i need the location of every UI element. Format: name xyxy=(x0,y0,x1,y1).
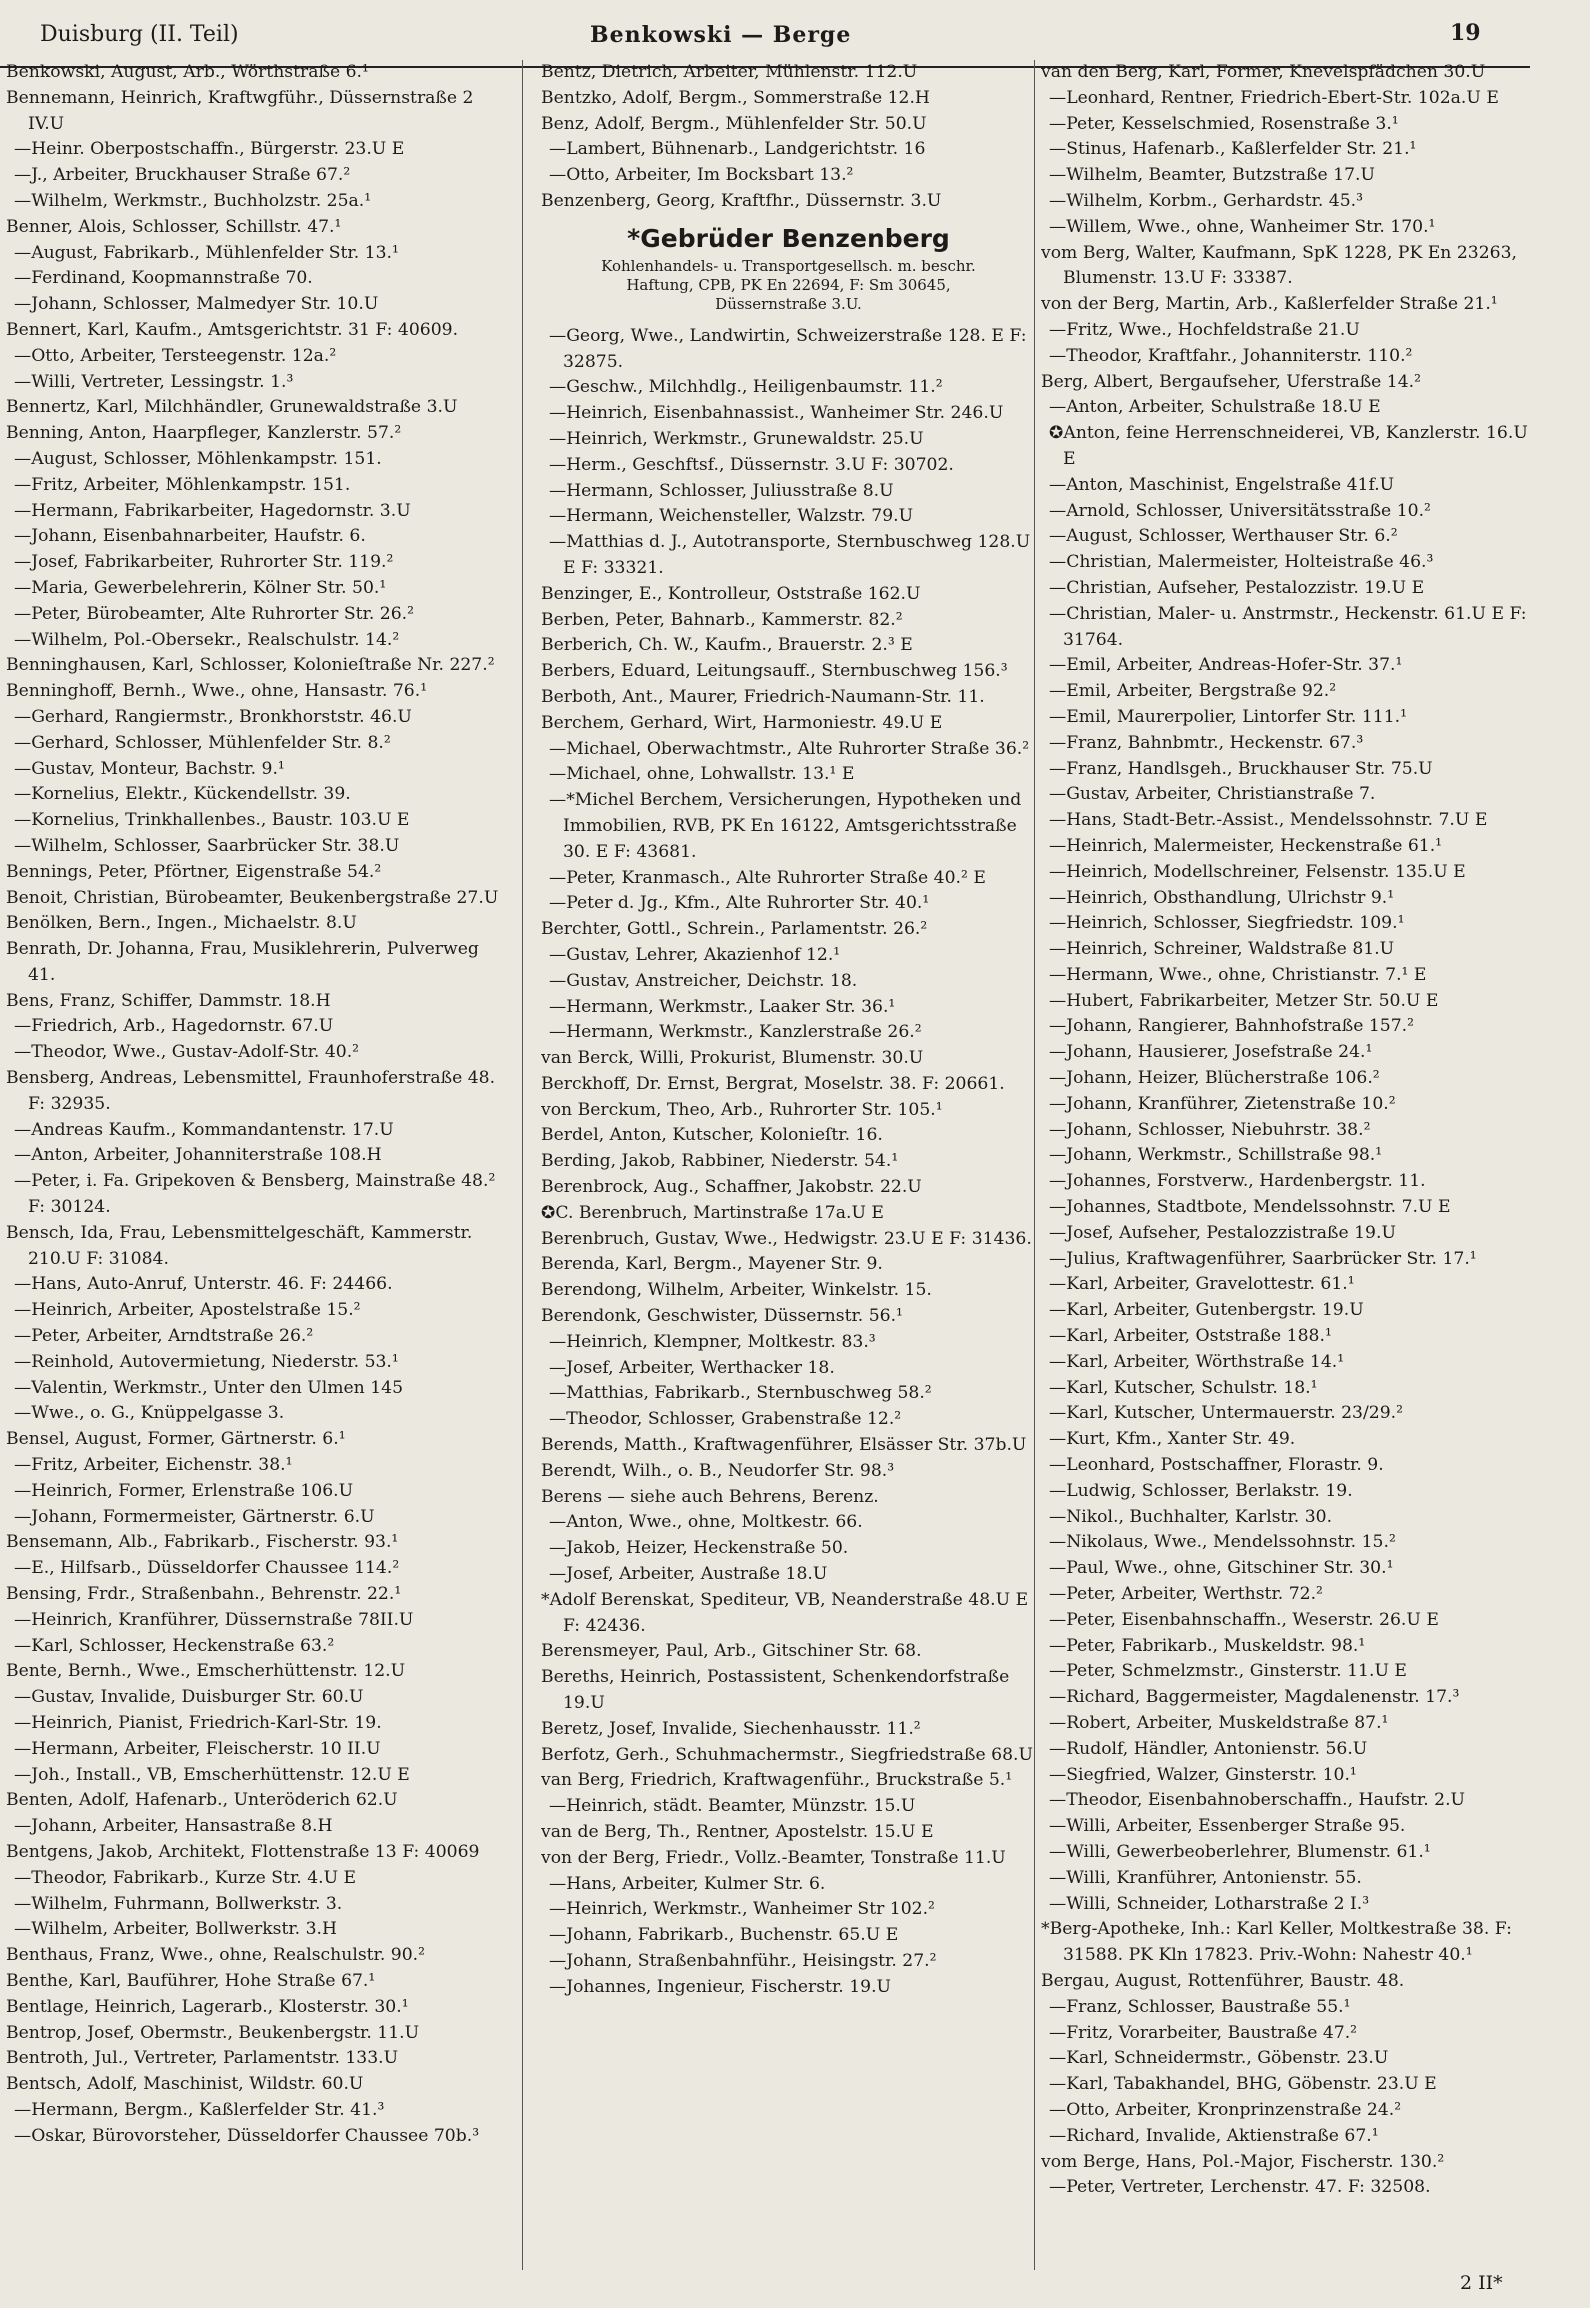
directory-entry: —August, Schlosser, Werthauser Str. 6.² xyxy=(1049,526,1398,547)
directory-entry: —Michael, Oberwachtmstr., Alte Ruhrorter Straße 36.² xyxy=(549,738,1030,759)
directory-entry: —Arnold, Schlosser, Universitätsstraße 10.² xyxy=(1049,500,1431,521)
directory-entry: —Willi, Schneider, Lotharstraße 2 I.³ xyxy=(1049,1893,1370,1914)
directory-entry: —Heinrich, Pianist, Friedrich-Karl-Str. 19. xyxy=(14,1713,382,1733)
directory-entry: —Otto, Arbeiter, Kronprinzenstraße 24.² xyxy=(1049,2099,1402,2120)
directory-entry: —Reinhold, Autovermietung, Niederstr. 53.¹ xyxy=(14,1351,399,1372)
directory-entry: —Heinrich, Klempner, Moltkestr. 83.³ xyxy=(549,1331,876,1352)
directory-entry: —Johann, Hausierer, Josefstraße 24.¹ xyxy=(1049,1042,1373,1063)
directory-entry: —Gerhard, Rangiermstr., Bronkhorststr. 46.U xyxy=(14,706,412,727)
directory-entry: —Peter, Arbeiter, Werthstr. 72.² xyxy=(1049,1584,1323,1605)
directory-entry: —Johannes, Forstverw., Hardenbergstr. 11. xyxy=(1049,1171,1426,1192)
directory-entry: —Wilhelm, Werkmstr., Buchholzstr. 25a.¹ xyxy=(14,190,372,211)
directory-entry: Bensberg, Andreas, Lebensmittel, Fraunhoferstraße 48. F: 32935. xyxy=(6,1068,496,1114)
directory-entry: —Peter, Bürobeamter, Alte Ruhrorter Str. 26.² xyxy=(14,603,415,624)
directory-entry: —Wilhelm, Schlosser, Saarbrücker Str. 38.U xyxy=(14,835,400,856)
directory-entry: ✪C. Berenbruch, Martinstraße 17a.U E xyxy=(541,1202,884,1223)
directory-entry: Benthe, Karl, Bauführer, Hohe Straße 67.¹ xyxy=(6,1970,376,1991)
directory-entry: Berckhoff, Dr. Ernst, Bergrat, Moselstr. 38. F: 20661. xyxy=(541,1073,1005,1094)
directory-entry: —Johannes, Stadtbote, Mendelssohnstr. 7.U E xyxy=(1049,1197,1451,1218)
directory-entry: Berenbrock, Aug., Schaffner, Jakobstr. 22.U xyxy=(541,1177,922,1198)
directory-entry: —Wilhelm, Fuhrmann, Bollwerkstr. 3. xyxy=(14,1893,343,1914)
directory-entry: —Heinrich, Eisenbahnassist., Wanheimer Str. 246.U xyxy=(549,403,1004,424)
directory-entry: —August, Schlosser, Möhlenkampstr. 151. xyxy=(14,448,382,469)
directory-entry: —Emil, Arbeiter, Bergstraße 92.² xyxy=(1049,681,1337,702)
directory-entry: Berenbruch, Gustav, Wwe., Hedwigstr. 23.U E F: 31436. xyxy=(541,1228,1032,1249)
directory-entry: —Christian, Malermeister, Holteistraße 46.³ xyxy=(1049,552,1434,573)
directory-entry: —Johann, Kranführer, Zietenstraße 10.² xyxy=(1049,1093,1396,1114)
directory-entry: Berding, Jakob, Rabbiner, Niederstr. 54.¹ xyxy=(541,1151,899,1172)
directory-entry: —Stinus, Hafenarb., Kaßlerfelder Str. 21.¹ xyxy=(1049,139,1417,160)
directory-entry: —Johann, Heizer, Blücherstraße 106.² xyxy=(1049,1068,1380,1089)
directory-entry: —Paul, Wwe., ohne, Gitschiner Str. 30.¹ xyxy=(1049,1558,1394,1579)
directory-entry: Bentlage, Heinrich, Lagerarb., Klosterstr. 30.¹ xyxy=(6,1996,409,2017)
column-divider xyxy=(1034,60,1035,2270)
directory-entry: —Karl, Schneidermstr., Göbenstr. 23.U xyxy=(1049,2048,1389,2069)
directory-entry: —Julius, Kraftwagenführer, Saarbrücker Str. 17.¹ xyxy=(1049,1248,1477,1269)
directory-entry: Berg, Albert, Bergaufseher, Uferstraße 14.² xyxy=(1041,371,1422,392)
directory-entry: —Heinrich, Modellschreiner, Felsenstr. 135.U E xyxy=(1049,861,1466,882)
directory-entry: —Peter, Arbeiter, Arndtstraße 26.² xyxy=(14,1326,314,1347)
directory-entry: —Anton, Wwe., ohne, Moltkestr. 66. xyxy=(549,1512,863,1533)
directory-entry: —Nikol., Buchhalter, Karlstr. 30. xyxy=(1049,1506,1333,1527)
directory-entry: —Franz, Schlosser, Baustraße 55.¹ xyxy=(1049,1996,1351,2017)
directory-entry: —Peter, Vertreter, Lerchenstr. 47. F: 32508. xyxy=(1049,2177,1431,2198)
directory-entry: Benkowski, August, Arb., Wörthstraße 6.¹ xyxy=(6,62,369,82)
directory-entry: ✪Anton, feine Herrenschneiderei, VB, Kanzlerstr. 16.U E xyxy=(1049,423,1528,469)
directory-entry: —Fritz, Wwe., Hochfeldstraße 21.U xyxy=(1049,319,1360,340)
directory-entry: Benölken, Bern., Ingen., Michaelstr. 8.U xyxy=(6,913,357,934)
header-page-number: 19 xyxy=(1450,20,1481,46)
ad-text-line: Haftung, CPB, PK En 22694, F: Sm 30645, xyxy=(626,275,951,294)
directory-entry: —Johann, Eisenbahnarbeiter, Haufstr. 6. xyxy=(14,526,366,547)
directory-entry: Berends, Matth., Kraftwagenführer, Elsässer Str. 37b.U xyxy=(541,1435,1027,1456)
directory-entry: —Hermann, Schlosser, Juliusstraße 8.U xyxy=(549,480,894,501)
directory-entry: Bergau, August, Rottenführer, Baustr. 48. xyxy=(1041,1970,1405,1991)
ad-title: *Gebrüder Benzenberg xyxy=(627,223,950,253)
directory-entry: —Heinrich, Malermeister, Heckenstraße 61.¹ xyxy=(1049,835,1443,856)
directory-entry: Benninghoff, Bernh., Wwe., ohne, Hansastr. 76.¹ xyxy=(6,681,428,702)
directory-entry: —Johannes, Ingenieur, Fischerstr. 19.U xyxy=(549,1976,892,1997)
directory-entry: van de Berg, Th., Rentner, Apostelstr. 15.U E xyxy=(541,1822,934,1842)
directory-entry: Berenda, Karl, Bergm., Mayener Str. 9. xyxy=(541,1254,883,1275)
directory-entry: —Gustav, Lehrer, Akazienhof 12.¹ xyxy=(549,944,841,965)
directory-entry: van Berck, Willi, Prokurist, Blumenstr. 30.U xyxy=(541,1048,924,1069)
directory-entry: —Fritz, Arbeiter, Möhlenkampstr. 151. xyxy=(14,474,351,495)
directory-entry: —Heinrich, Former, Erlenstraße 106.U xyxy=(14,1480,354,1501)
directory-entry: —Johann, Arbeiter, Hansastraße 8.H xyxy=(14,1816,333,1837)
directory-entry: Bennert, Karl, Kaufm., Amtsgerichtstr. 31 F: 40609. xyxy=(6,319,459,340)
directory-entry: —Heinr. Oberpostschaffn., Bürgerstr. 23.U E xyxy=(14,139,405,160)
directory-entry: —Hermann, Arbeiter, Fleischerstr. 10 II.U xyxy=(14,1738,381,1759)
directory-entry: —Peter, i. Fa. Gripekoven & Bensberg, Mainstraße 48.² F: 30124. xyxy=(14,1171,496,1218)
directory-entry: —Franz, Handlsgeh., Bruckhauser Str. 75.U xyxy=(1049,758,1433,779)
directory-entry: —Peter, Eisenbahnschaffn., Weserstr. 26.U E xyxy=(1049,1609,1439,1630)
directory-entry: —Fritz, Vorarbeiter, Baustraße 47.² xyxy=(1049,2022,1358,2043)
directory-entry: —Theodor, Fabrikarb., Kurze Str. 4.U E xyxy=(14,1867,357,1888)
directory-entry: —Theodor, Kraftfahr., Johanniterstr. 110.² xyxy=(1049,345,1413,366)
directory-entry: Benzinger, E., Kontrolleur, Oststraße 162.U xyxy=(541,583,921,604)
ad-text-line: Düssernstraße 3.U. xyxy=(715,294,862,313)
directory-entry: —Hans, Arbeiter, Kulmer Str. 6. xyxy=(549,1873,826,1894)
directory-entry: Berdel, Anton, Kutscher, Kolonieſtr. 16. xyxy=(541,1125,883,1146)
directory-entry: Benrath, Dr. Johanna, Frau, Musiklehrerin, Pulverweg 41. xyxy=(6,939,479,985)
directory-entry: —Johann, Rangierer, Bahnhofstraße 157.² xyxy=(1049,1016,1415,1037)
directory-entry: —Nikolaus, Wwe., Mendelssohnstr. 15.² xyxy=(1049,1532,1396,1553)
directory-entry: —Willem, Wwe., ohne, Wanheimer Str. 170.¹ xyxy=(1049,216,1436,237)
directory-entry: —Siegfried, Walzer, Ginsterstr. 10.¹ xyxy=(1049,1764,1357,1785)
directory-entry: —Karl, Arbeiter, Gutenbergstr. 19.U xyxy=(1049,1300,1364,1321)
directory-entry: —Karl, Arbeiter, Wörthstraße 14.¹ xyxy=(1049,1351,1345,1372)
directory-entry: —Kurt, Kfm., Xanter Str. 49. xyxy=(1049,1429,1296,1450)
directory-entry: —Matthias, Fabrikarb., Sternbuschweg 58.² xyxy=(549,1383,932,1404)
directory-entry: —Johann, Fabrikarb., Buchenstr. 65.U E xyxy=(549,1925,899,1946)
directory-entry: —Oskar, Bürovorsteher, Düsseldorfer Chaussee 70b.³ xyxy=(14,2125,480,2146)
directory-entry: —Jakob, Heizer, Heckenstraße 50. xyxy=(549,1538,849,1559)
directory-entry: —Joh., Install., VB, Emscherhüttenstr. 12.U E xyxy=(14,1764,410,1785)
directory-entry: von der Berg, Martin, Arb., Kaßlerfelder Straße 21.¹ xyxy=(1041,294,1498,315)
directory-entry: —E., Hilfsarb., Düsseldorfer Chaussee 114.² xyxy=(14,1558,400,1579)
directory-entry: —Matthias d. J., Autotransporte, Sternbuschweg 128.U E F: 33321. xyxy=(549,532,1031,578)
directory-entry: —Kornelius, Elektr., Kückendellstr. 39. xyxy=(14,784,351,805)
directory-entry: Bente, Bernh., Wwe., Emscherhüttenstr. 12.U xyxy=(6,1661,406,1682)
directory-entry: —Wwe., o. G., Knüppelgasse 3. xyxy=(14,1403,285,1424)
directory-entry: —Franz, Bahnbmtr., Heckenstr. 67.³ xyxy=(1049,732,1364,753)
directory-entry: Bennings, Peter, Pförtner, Eigenstraße 54.² xyxy=(6,861,382,882)
directory-entry: Beretz, Josef, Invalide, Siechenhausstr. 11.² xyxy=(541,1718,921,1739)
directory-entry: —Heinrich, Schlosser, Siegfriedstr. 109.¹ xyxy=(1049,913,1405,934)
directory-entry: —Hermann, Wwe., ohne, Christianstr. 7.¹ E xyxy=(1049,964,1427,985)
directory-entry: Bensemann, Alb., Fabrikarb., Fischerstr. 93.¹ xyxy=(6,1532,399,1553)
directory-entry: Benner, Alois, Schlosser, Schillstr. 47.¹ xyxy=(6,216,342,237)
directory-entry: Benthaus, Franz, Wwe., ohne, Realschulstr. 90.² xyxy=(6,1945,426,1966)
directory-entry: —Heinrich, Arbeiter, Apostelstraße 15.² xyxy=(14,1300,361,1321)
directory-entry: Bens, Franz, Schiffer, Dammstr. 18.H xyxy=(6,990,331,1011)
directory-entry: —Peter, Kesselschmied, Rosenstraße 3.¹ xyxy=(1049,113,1399,134)
directory-entry: —Peter, Kranmasch., Alte Ruhrorter Straße 40.² E xyxy=(549,867,986,888)
directory-entry: Benoit, Christian, Bürobeamter, Beukenbergstraße 27.U xyxy=(6,887,499,908)
directory-entry: von der Berg, Friedr., Vollz.-Beamter, Tonstraße 11.U xyxy=(541,1847,1006,1868)
directory-entry: —Friedrich, Arb., Hagedornstr. 67.U xyxy=(14,1016,334,1037)
directory-entry: —Heinrich, Kranführer, Düssernstraße 78II.U xyxy=(14,1609,414,1630)
header-range: Benkowski — Berge xyxy=(590,22,852,48)
directory-entry: —Hermann, Werkmstr., Kanzlerstraße 26.² xyxy=(549,1022,922,1043)
directory-entry: Bensel, August, Former, Gärtnerstr. 6.¹ xyxy=(6,1429,346,1450)
directory-entry: —Richard, Invalide, Aktienstraße 67.¹ xyxy=(1049,2125,1379,2146)
directory-entry: Benten, Adolf, Hafenarb., Unteröderich 62.U xyxy=(6,1790,398,1811)
directory-entry: —Herm., Geschftsf., Düssernstr. 3.U F: 30702. xyxy=(549,454,954,475)
directory-entry: —Gerhard, Schlosser, Mühlenfelder Str. 8.² xyxy=(14,732,391,753)
directory-entry: Berchter, Gottl., Schrein., Parlamentstr. 26.² xyxy=(541,919,928,940)
directory-entry: von Berckum, Theo, Arb., Ruhrorter Str. 105.¹ xyxy=(541,1099,943,1120)
directory-entry: Bentrop, Josef, Obermstr., Beukenbergstr. 11.U xyxy=(6,2022,420,2043)
directory-entry: *Adolf Berenskat, Spediteur, VB, Neanderstraße 48.U E F: 42436. xyxy=(541,1589,1029,1636)
header-city: Duisburg (II. Teil) xyxy=(40,22,239,47)
directory-entry: van Berg, Friedrich, Kraftwagenführ., Bruckstraße 5.¹ xyxy=(541,1770,1013,1791)
directory-entry: —Anton, Arbeiter, Johanniterstraße 108.H xyxy=(14,1145,382,1166)
directory-entry: —Christian, Aufseher, Pestalozzistr. 19.U E xyxy=(1049,577,1425,598)
directory-entry: —Leonhard, Postschaffner, Florastr. 9. xyxy=(1049,1455,1384,1476)
directory-entry: —Willi, Gewerbeoberlehrer, Blumenstr. 61.¹ xyxy=(1049,1841,1431,1862)
directory-entry: —Otto, Arbeiter, Im Bocksbart 13.² xyxy=(549,165,854,186)
directory-entry: —Johann, Werkmstr., Schillstraße 98.¹ xyxy=(1049,1145,1383,1166)
directory-entry: Bentzko, Adolf, Bergm., Sommerstraße 12.H xyxy=(541,87,930,108)
directory-entry: van den Berg, Karl, Former, Knevelspfädchen 30.U xyxy=(1041,62,1486,82)
directory-entry: vom Berge, Hans, Pol.-Major, Fischerstr. 130.² xyxy=(1041,2151,1445,2172)
directory-entry: —Andreas Kaufm., Kommandantenstr. 17.U xyxy=(14,1119,394,1140)
directory-entry: —Emil, Maurerpolier, Lintorfer Str. 111.¹ xyxy=(1049,706,1407,727)
directory-entry: —Hubert, Fabrikarbeiter, Metzer Str. 50.U E xyxy=(1049,990,1439,1011)
directory-entry: —Georg, Wwe., Landwirtin, Schweizerstraße 128. E F: 32875. xyxy=(549,325,1027,372)
directory-entry: Benz, Adolf, Bergm., Mühlenfelder Str. 50.U xyxy=(541,113,927,134)
directory-entry: —Josef, Aufseher, Pestalozzistraße 19.U xyxy=(1049,1222,1396,1243)
directory-entry: —Karl, Tabakhandel, BHG, Göbenstr. 23.U E xyxy=(1049,2074,1437,2095)
directory-entry: —Robert, Arbeiter, Muskeldstraße 87.¹ xyxy=(1049,1713,1389,1733)
directory-entry: —Fritz, Arbeiter, Eichenstr. 38.¹ xyxy=(14,1455,293,1476)
directory-entry: —Rudolf, Händler, Antonienstr. 56.U xyxy=(1049,1738,1368,1759)
directory-entry: —Leonhard, Rentner, Friedrich-Ebert-Str. 102a.U E xyxy=(1049,87,1499,108)
directory-entry: —Lambert, Bühnenarb., Landgerichtstr. 16 xyxy=(549,139,926,160)
directory-entry: —Richard, Baggermeister, Magdalenenstr. 17.³ xyxy=(1049,1687,1460,1708)
directory-entry: —Johann, Formermeister, Gärtnerstr. 6.U xyxy=(14,1506,375,1527)
directory-entry: —Kornelius, Trinkhallenbes., Baustr. 103.U E xyxy=(14,810,410,831)
directory-entry: —Otto, Arbeiter, Tersteegenstr. 12a.² xyxy=(14,345,337,366)
directory-entry: *Berg-Apotheke, Inh.: Karl Keller, Moltkestraße 38. F: 31588. PK Kln 17823. Priv.-Wohn: Nahestr 40.¹ xyxy=(1041,1919,1512,1966)
column-2 xyxy=(541,60,1036,2270)
directory-entry: —Josef, Arbeiter, Austraße 18.U xyxy=(549,1564,828,1585)
directory-entry: —Hermann, Bergm., Kaßlerfelder Str. 41.³ xyxy=(14,2099,385,2120)
directory-entry: —Hans, Auto-Anruf, Unterstr. 46. F: 24466. xyxy=(14,1274,393,1295)
directory-entry: —Geschw., Milchhdlg., Heiligenbaumstr. 11.² xyxy=(549,377,943,398)
directory-entry: —Maria, Gewerbelehrerin, Kölner Str. 50.¹ xyxy=(14,577,387,598)
directory-entry: Berfotz, Gerh., Schuhmachermstr., Siegfriedstraße 68.U xyxy=(541,1744,1033,1765)
directory-entry: Berben, Peter, Bahnarb., Kammerstr. 82.² xyxy=(541,609,903,630)
directory-entry: —Karl, Schlosser, Heckenstraße 63.² xyxy=(14,1635,335,1656)
directory-entry: —Johann, Schlosser, Malmedyer Str. 10.U xyxy=(14,294,379,315)
directory-entry: —Heinrich, Werkmstr., Grunewaldstr. 25.U xyxy=(549,428,924,449)
directory-entry: Berens — siehe auch Behrens, Berenz. xyxy=(541,1486,879,1507)
directory-entry: Berberich, Ch. W., Kaufm., Brauerstr. 2.³ E xyxy=(541,635,913,656)
directory-entry: Bentsch, Adolf, Maschinist, Wildstr. 60.U xyxy=(6,2074,364,2095)
directory-entry: —Heinrich, städt. Beamter, Münzstr. 15.U xyxy=(549,1796,916,1817)
directory-entry: —Theodor, Eisenbahnoberschaffn., Haufstr. 2.U xyxy=(1049,1790,1466,1811)
directory-entry: Bentgens, Jakob, Architekt, Flottenstraße 13 F: 40069 xyxy=(6,1841,480,1862)
directory-entry: Berbers, Eduard, Leitungsauff., Sternbuschweg 156.³ xyxy=(541,661,1008,682)
directory-entry: —Willi, Kranführer, Antonienstr. 55. xyxy=(1049,1867,1362,1888)
ad-text-line: Kohlenhandels- u. Transportgesellsch. m. beschr. xyxy=(601,256,976,275)
directory-entry: —Gustav, Arbeiter, Christianstraße 7. xyxy=(1049,784,1376,805)
directory-entry: —Willi, Arbeiter, Essenberger Straße 95. xyxy=(1049,1816,1406,1837)
directory-entry: Berendt, Wilh., o. B., Neudorfer Str. 98.³ xyxy=(541,1460,895,1481)
directory-entry: —Wilhelm, Beamter, Butzstraße 17.U xyxy=(1049,165,1375,186)
directory-entry: —Willi, Vertreter, Lessingstr. 1.³ xyxy=(14,371,294,392)
directory-entry: —Christian, Maler- u. Anstrmstr., Heckenstr. 61.U E F: 31764. xyxy=(1049,603,1527,650)
directory-entry: Bentz, Dietrich, Arbeiter, Mühlenstr. 112.U xyxy=(541,62,918,82)
directory-entry: Bereths, Heinrich, Postassistent, Schenkendorfstraße 19.U xyxy=(541,1667,1010,1714)
directory-entry: —Wilhelm, Korbm., Gerhardstr. 45.³ xyxy=(1049,190,1363,211)
directory-entry: —J., Arbeiter, Bruckhauser Straße 67.² xyxy=(14,165,351,186)
directory-entry: Berendong, Wilhelm, Arbeiter, Winkelstr. 15. xyxy=(541,1280,932,1301)
directory-entry: —Peter d. Jg., Kfm., Alte Ruhrorter Str. 40.¹ xyxy=(549,893,930,914)
directory-entry: —Peter, Schmelzmstr., Ginsterstr. 11.U E xyxy=(1049,1661,1407,1682)
directory-entry: Bensing, Frdr., Straßenbahn., Behrenstr. 22.¹ xyxy=(6,1584,402,1605)
directory-entry: —Peter, Fabrikarb., Muskeldstr. 98.¹ xyxy=(1049,1635,1366,1656)
directory-entry: Bennemann, Heinrich, Kraftwgführ., Düssernstraße 2 IV.U xyxy=(6,87,474,134)
directory-entry: —Gustav, Invalide, Duisburger Str. 60.U xyxy=(14,1687,364,1708)
directory-entry: —Anton, Arbeiter, Schulstraße 18.U E xyxy=(1049,397,1381,418)
directory-entry: —Johann, Straßenbahnführ., Heisingstr. 27.² xyxy=(549,1950,937,1971)
directory-entry: —Josef, Arbeiter, Werthacker 18. xyxy=(549,1357,835,1378)
directory-entry: —Johann, Schlosser, Niebuhrstr. 38.² xyxy=(1049,1119,1371,1140)
directory-entry: Bentroth, Jul., Vertreter, Parlamentstr. 133.U xyxy=(6,2048,399,2069)
directory-entry: —Michael, ohne, Lohwallstr. 13.¹ E xyxy=(549,764,855,785)
directory-entry: —Hermann, Fabrikarbeiter, Hagedornstr. 3.U xyxy=(14,500,411,521)
directory-entry: —Theodor, Wwe., Gustav-Adolf-Str. 40.² xyxy=(14,1042,360,1063)
directory-entry: —Emil, Arbeiter, Andreas-Hofer-Str. 37.¹ xyxy=(1049,655,1403,676)
column-3 xyxy=(1041,60,1541,2270)
column-divider xyxy=(522,60,523,2270)
directory-entry: —August, Fabrikarb., Mühlenfelder Str. 13.¹ xyxy=(14,242,399,263)
page-header xyxy=(0,14,1530,54)
directory-entry: —Ferdinand, Koopmannstraße 70. xyxy=(14,268,313,289)
directory-entry: —Wilhelm, Arbeiter, Bollwerkstr. 3.H xyxy=(14,1919,337,1940)
directory-entry: —Wilhelm, Pol.-Obersekr., Realschulstr. 14.² xyxy=(14,629,400,650)
directory-entry: —Karl, Kutscher, Schulstr. 18.¹ xyxy=(1049,1377,1318,1398)
directory-entry: Berboth, Ant., Maurer, Friedrich-Naumann-Str. 11. xyxy=(541,686,985,707)
directory-entry: —Gustav, Anstreicher, Deichstr. 18. xyxy=(549,970,858,991)
directory-entry: Benning, Anton, Haarpfleger, Kanzlerstr. 57.² xyxy=(6,423,402,444)
directory-entry: —Karl, Arbeiter, Gravelottestr. 61.¹ xyxy=(1049,1274,1355,1295)
column-1 xyxy=(6,60,511,2270)
directory-entry: —Karl, Kutscher, Untermauerstr. 23/29.² xyxy=(1049,1403,1404,1424)
directory-entry: Berendonk, Geschwister, Düssernstr. 56.¹ xyxy=(541,1306,903,1327)
directory-entry: —Heinrich, Obsthandlung, Ulrichstr 9.¹ xyxy=(1049,887,1395,908)
directory-entry: Benzenberg, Georg, Kraftfhr., Düssernstr. 3.U xyxy=(541,190,942,211)
advertisement xyxy=(541,215,1036,324)
directory-entry: Bensch, Ida, Frau, Lebensmittelgeschäft, Kammerstr. 210.U F: 31084. xyxy=(6,1222,473,1269)
directory-entry: vom Berg, Walter, Kaufmann, SpK 1228, PK En 23263, Blumenstr. 13.U F: 33387. xyxy=(1041,242,1517,289)
directory-entry: —Theodor, Schlosser, Grabenstraße 12.² xyxy=(549,1409,902,1430)
directory-entry: —Heinrich, Werkmstr., Wanheimer Str 102.² xyxy=(549,1899,935,1920)
directory-entry: —Gustav, Monteur, Bachstr. 9.¹ xyxy=(14,758,285,779)
directory-entry: —Heinrich, Schreiner, Waldstraße 81.U xyxy=(1049,939,1395,960)
directory-entry: —Valentin, Werkmstr., Unter den Ulmen 145 xyxy=(14,1377,404,1398)
directory-entry: Bennertz, Karl, Milchhändler, Grunewaldstraße 3.U xyxy=(6,397,458,418)
directory-entry: Benninghausen, Karl, Schlosser, Kolonieſtraße Nr. 227.² xyxy=(6,655,495,676)
page-footer: 2 II* xyxy=(1460,2272,1503,2294)
directory-entry: Berchem, Gerhard, Wirt, Harmoniestr. 49.U E xyxy=(541,712,943,733)
directory-entry: —Ludwig, Schlosser, Berlakstr. 19. xyxy=(1049,1480,1353,1501)
directory-entry: —Hermann, Werkmstr., Laaker Str. 36.¹ xyxy=(549,996,896,1017)
directory-entry: —Karl, Arbeiter, Oststraße 188.¹ xyxy=(1049,1326,1332,1347)
directory-entry: —Hermann, Weichensteller, Walzstr. 79.U xyxy=(549,506,914,527)
directory-entry: Berensmeyer, Paul, Arb., Gitschiner Str. 68. xyxy=(541,1641,922,1662)
directory-entry: —Hans, Stadt-Betr.-Assist., Mendelssohnstr. 7.U E xyxy=(1049,810,1488,831)
directory-entry: —Anton, Maschinist, Engelstraße 41f.U xyxy=(1049,474,1395,495)
directory-entry: —*Michel Berchem, Versicherungen, Hypotheken und Immobilien, RVB, PK En 16122, Amtsgerichtsstraße 30. E F: 43681. xyxy=(549,790,1022,862)
directory-entry: —Josef, Fabrikarbeiter, Ruhrorter Str. 119.² xyxy=(14,552,394,573)
